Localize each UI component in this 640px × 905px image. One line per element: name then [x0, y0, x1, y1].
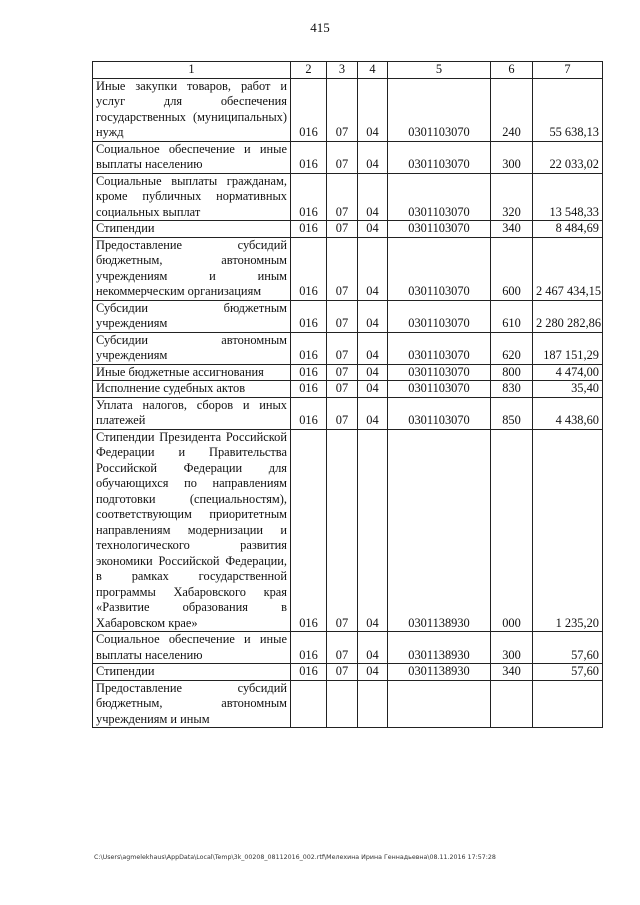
amount-cell: 22 033,02 [533, 141, 603, 173]
column-header: 5 [388, 62, 491, 79]
expense-type-cell: 000 [491, 429, 533, 632]
expense-type-cell: 240 [491, 78, 533, 141]
file-path-footer: C:\Users\agmelekhaus\AppData\Local\Temp\3k_00208_08112016_002.rtf\Мелехина Ирина Геннадьевна\08.11.2016 17:57:28 [94, 854, 496, 861]
subsection-code-cell: 07 [327, 364, 358, 381]
row-name-cell: Социальное обеспечение и иные выплаты населению [93, 632, 291, 664]
section-code-cell: 016 [291, 397, 327, 429]
section-code-cell [291, 680, 327, 728]
expense-type-cell: 620 [491, 332, 533, 364]
target-article-cell: 0301103070 [388, 364, 491, 381]
amount-cell: 55 638,13 [533, 78, 603, 141]
item-code-cell: 04 [358, 397, 388, 429]
item-code-cell: 04 [358, 221, 388, 238]
target-article-cell: 0301103070 [388, 300, 491, 332]
amount-cell: 4 474,00 [533, 364, 603, 381]
section-code-cell: 016 [291, 78, 327, 141]
budget-table [92, 61, 603, 728]
subsection-code-cell: 07 [327, 173, 358, 221]
table-row [93, 173, 603, 221]
column-header: 2 [291, 62, 327, 79]
target-article-cell: 0301138930 [388, 664, 491, 681]
target-article-cell: 0301138930 [388, 429, 491, 632]
item-code-cell: 04 [358, 300, 388, 332]
item-code-cell: 04 [358, 381, 388, 398]
subsection-code-cell [327, 680, 358, 728]
item-code-cell [358, 680, 388, 728]
row-name-cell: Предоставление субсидий бюджетным, автономным учреждениям и иным некоммерческим организациям [93, 237, 291, 300]
target-article-cell: 0301103070 [388, 332, 491, 364]
item-code-cell: 04 [358, 237, 388, 300]
item-code-cell: 04 [358, 173, 388, 221]
row-name-cell: Субсидии бюджетным учреждениям [93, 300, 291, 332]
subsection-code-cell: 07 [327, 664, 358, 681]
subsection-code-cell: 07 [327, 141, 358, 173]
amount-cell: 57,60 [533, 632, 603, 664]
table-row [93, 364, 603, 381]
subsection-code-cell: 07 [327, 237, 358, 300]
item-code-cell: 04 [358, 364, 388, 381]
target-article-cell: 0301103070 [388, 381, 491, 398]
amount-cell: 4 438,60 [533, 397, 603, 429]
item-code-cell: 04 [358, 332, 388, 364]
page-number: 415 [310, 20, 330, 35]
subsection-code-cell: 07 [327, 78, 358, 141]
target-article-cell: 0301103070 [388, 397, 491, 429]
row-name-cell: Стипендии [93, 221, 291, 238]
table-row [93, 332, 603, 364]
expense-type-cell: 300 [491, 632, 533, 664]
target-article-cell [388, 680, 491, 728]
expense-type-cell: 850 [491, 397, 533, 429]
section-code-cell: 016 [291, 141, 327, 173]
amount-cell: 187 151,29 [533, 332, 603, 364]
column-header: 4 [358, 62, 388, 79]
target-article-cell: 0301103070 [388, 237, 491, 300]
table-row [93, 429, 603, 632]
row-name-cell: Предоставление субсидий бюджетным, автономным учреждениям и иным [93, 680, 291, 728]
row-name-cell: Социальные выплаты гражданам, кроме публичных нормативных социальных выплат [93, 173, 291, 221]
amount-cell [533, 680, 603, 728]
target-article-cell: 0301103070 [388, 173, 491, 221]
expense-type-cell: 830 [491, 381, 533, 398]
table-row [93, 78, 603, 141]
expense-type-cell: 300 [491, 141, 533, 173]
item-code-cell: 04 [358, 664, 388, 681]
row-name-cell: Стипендии [93, 664, 291, 681]
item-code-cell: 04 [358, 78, 388, 141]
table-row [93, 664, 603, 681]
expense-type-cell: 610 [491, 300, 533, 332]
table-row [93, 632, 603, 664]
table-row [93, 680, 603, 728]
section-code-cell: 016 [291, 429, 327, 632]
row-name-cell: Социальное обеспечение и иные выплаты населению [93, 141, 291, 173]
subsection-code-cell: 07 [327, 221, 358, 238]
amount-cell: 35,40 [533, 381, 603, 398]
table-row [93, 141, 603, 173]
column-header: 3 [327, 62, 358, 79]
column-header: 1 [93, 62, 291, 79]
item-code-cell: 04 [358, 632, 388, 664]
subsection-code-cell: 07 [327, 300, 358, 332]
target-article-cell: 0301138930 [388, 632, 491, 664]
amount-cell: 1 235,20 [533, 429, 603, 632]
row-name-cell: Уплата налогов, сборов и иных платежей [93, 397, 291, 429]
section-code-cell: 016 [291, 364, 327, 381]
row-name-cell: Стипендии Президента Российской Федерации и Правительства Российской Федерации для обучающихся по направлениям подготовки (специальностям), соответствующим приоритетным направлениям модернизации и технологического развития экономики Российской Федерации, в рамках государственной программы Хабаровского края «Развитие образования в Хабаровском крае» [93, 429, 291, 632]
target-article-cell: 0301103070 [388, 221, 491, 238]
expense-type-cell: 320 [491, 173, 533, 221]
section-code-cell: 016 [291, 173, 327, 221]
column-header: 6 [491, 62, 533, 79]
row-name-cell: Субсидии автономным учреждениям [93, 332, 291, 364]
row-name-cell: Иные закупки товаров, работ и услуг для обеспечения государственных (муниципальных) нужд [93, 78, 291, 141]
section-code-cell: 016 [291, 381, 327, 398]
table-row [93, 221, 603, 238]
column-header-row [93, 62, 603, 79]
amount-cell: 57,60 [533, 664, 603, 681]
row-name-cell: Исполнение судебных актов [93, 381, 291, 398]
item-code-cell: 04 [358, 141, 388, 173]
table-row [93, 300, 603, 332]
subsection-code-cell: 07 [327, 381, 358, 398]
column-header: 7 [533, 62, 603, 79]
target-article-cell: 0301103070 [388, 78, 491, 141]
expense-type-cell: 600 [491, 237, 533, 300]
section-code-cell: 016 [291, 221, 327, 238]
table-row [93, 237, 603, 300]
section-code-cell: 016 [291, 332, 327, 364]
amount-cell: 2 467 434,15 [533, 237, 603, 300]
subsection-code-cell: 07 [327, 429, 358, 632]
subsection-code-cell: 07 [327, 397, 358, 429]
amount-cell: 8 484,69 [533, 221, 603, 238]
row-name-cell: Иные бюджетные ассигнования [93, 364, 291, 381]
subsection-code-cell: 07 [327, 632, 358, 664]
target-article-cell: 0301103070 [388, 141, 491, 173]
amount-cell: 2 280 282,86 [533, 300, 603, 332]
table-row [93, 381, 603, 398]
item-code-cell: 04 [358, 429, 388, 632]
expense-type-cell: 800 [491, 364, 533, 381]
expense-type-cell [491, 680, 533, 728]
expense-type-cell: 340 [491, 221, 533, 238]
subsection-code-cell: 07 [327, 332, 358, 364]
section-code-cell: 016 [291, 632, 327, 664]
section-code-cell: 016 [291, 300, 327, 332]
section-code-cell: 016 [291, 237, 327, 300]
table-row [93, 397, 603, 429]
expense-type-cell: 340 [491, 664, 533, 681]
section-code-cell: 016 [291, 664, 327, 681]
amount-cell: 13 548,33 [533, 173, 603, 221]
